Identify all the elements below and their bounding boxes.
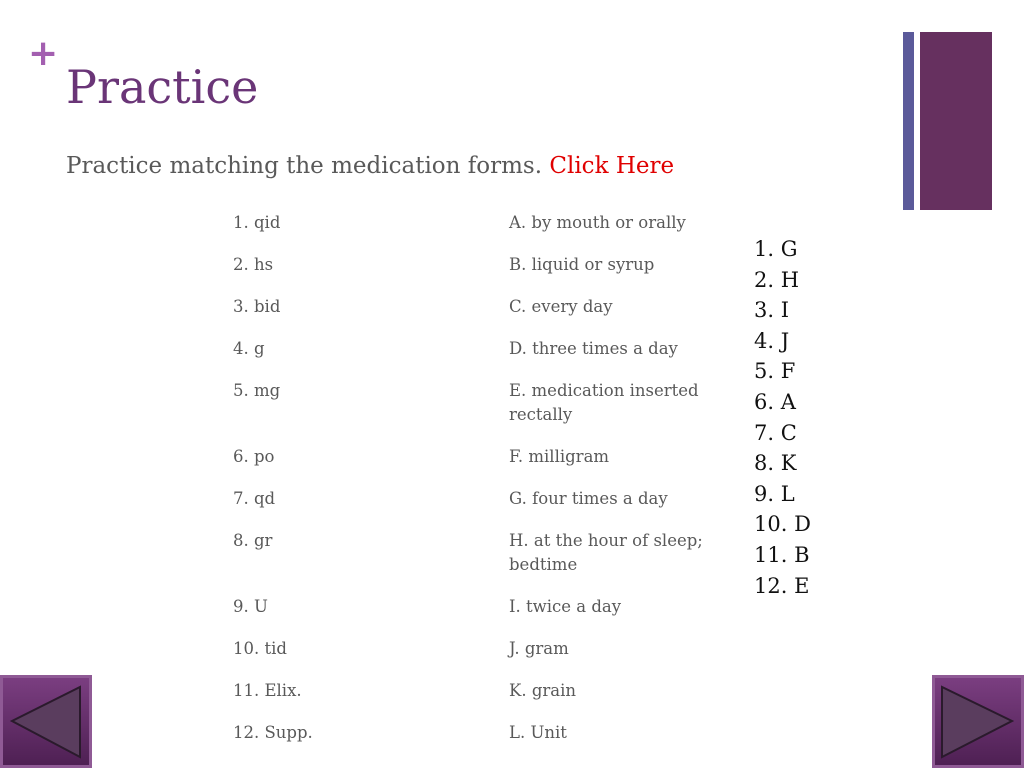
decorative-bar-thick — [920, 32, 992, 210]
decorative-bar-thin — [903, 32, 914, 210]
definition-cell: A. by mouth or orally — [509, 213, 686, 232]
definition-cell: H. at the hour of sleep; bedtime — [509, 531, 703, 574]
matching-row — [223, 244, 729, 286]
left-arrow-icon — [0, 675, 92, 768]
matching-row — [223, 712, 729, 754]
answer-item: 5. F — [754, 359, 796, 384]
answer-item: 10. D — [754, 512, 811, 537]
matching-row — [223, 478, 729, 520]
definition-cell: C. every day — [509, 297, 613, 316]
slide-title: Practice — [66, 60, 259, 114]
term-cell: 6. po — [233, 447, 275, 466]
definition-cell: E. medication inserted rectally — [509, 381, 699, 424]
term-cell: 11. Elix. — [233, 681, 302, 700]
term-cell: 5. mg — [233, 381, 281, 400]
term-cell: 10. tid — [233, 639, 287, 658]
answer-item: 3. I — [754, 298, 790, 323]
definition-cell: L. Unit — [509, 723, 567, 742]
right-arrow-icon — [932, 675, 1024, 768]
matching-row — [223, 370, 729, 436]
answer-item: 8. K — [754, 451, 797, 476]
matching-row — [223, 520, 729, 586]
term-cell: 8. gr — [233, 531, 273, 550]
matching-row — [223, 670, 729, 712]
previous-slide-button[interactable] — [0, 675, 92, 768]
answer-item: 9. L — [754, 481, 795, 506]
term-cell: 7. qd — [233, 489, 276, 508]
click-here-link[interactable]: Click Here — [549, 153, 675, 179]
term-cell: 2. hs — [233, 255, 274, 274]
next-slide-button[interactable] — [932, 675, 1024, 768]
plus-icon: + — [28, 33, 59, 74]
answer-item: 12. E — [754, 573, 810, 598]
term-cell: 9. U — [233, 597, 268, 616]
matching-row — [223, 436, 729, 478]
term-cell: 4. g — [233, 339, 265, 358]
term-cell: 12. Supp. — [233, 723, 313, 742]
term-cell: 3. bid — [233, 297, 281, 316]
matching-row — [223, 328, 729, 370]
subtitle-text: Practice matching the medication forms. — [66, 153, 543, 179]
answer-key — [754, 234, 811, 601]
definition-cell: D. three times a day — [509, 339, 678, 358]
definition-cell: J. gram — [509, 639, 569, 658]
definition-cell: B. liquid or syrup — [509, 255, 655, 274]
definition-cell: I. twice a day — [509, 597, 622, 616]
term-cell: 1. qid — [233, 213, 281, 232]
answer-item: 11. B — [754, 542, 810, 567]
matching-row — [223, 586, 729, 628]
definition-cell: K. grain — [509, 681, 577, 700]
matching-table — [223, 202, 729, 754]
answer-item: 2. H — [754, 267, 800, 292]
slide-subtitle — [66, 153, 674, 179]
matching-row — [223, 286, 729, 328]
matching-row — [223, 628, 729, 670]
definition-cell: F. milligram — [509, 447, 610, 466]
answer-item: 4. J — [754, 328, 790, 353]
answer-item: 6. A — [754, 389, 796, 414]
answer-item: 7. C — [754, 420, 797, 445]
definition-cell: G. four times a day — [509, 489, 668, 508]
matching-row — [223, 202, 729, 244]
answer-item: 1. G — [754, 237, 798, 261]
